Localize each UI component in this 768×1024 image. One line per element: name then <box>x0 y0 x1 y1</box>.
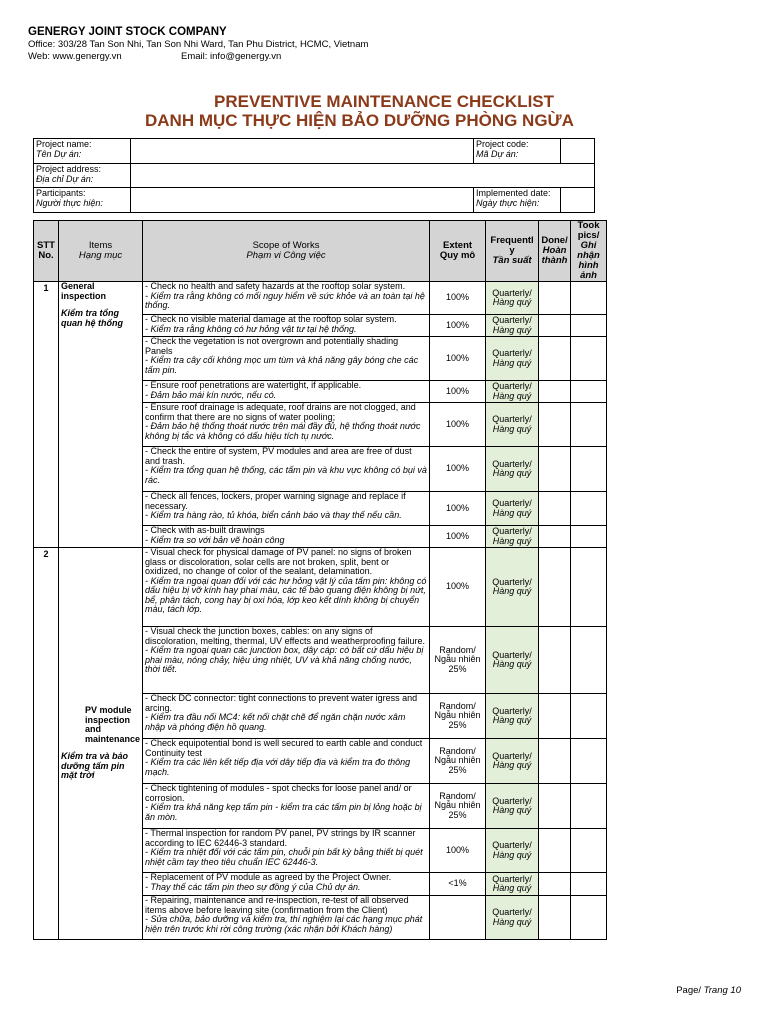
frequency-cell: Quarterly/ Hàng quý <box>486 447 539 492</box>
title-vietnamese: DANH MỤC THỰC HIỆN BẢO DƯỠNG PHÒNG NGỪA <box>145 111 574 130</box>
office-address: Office: 303/28 Tan Son Nhi, Tan Son Nhi Ward, Tan Phu District, HCMC, Vietnam <box>28 39 369 50</box>
extent-cell: 100% <box>430 829 486 873</box>
extent-cell: 100% <box>430 282 486 315</box>
pics-cell[interactable] <box>571 337 607 381</box>
extent-cell: 100% <box>430 337 486 381</box>
pics-cell[interactable] <box>571 526 607 548</box>
frequency-cell: Quarterly/ Hàng quý <box>486 337 539 381</box>
page-footer <box>676 985 741 996</box>
done-cell[interactable] <box>539 548 571 627</box>
frequency-cell: Quarterly/ Hàng quý <box>486 282 539 315</box>
extent-cell: 100% <box>430 548 486 627</box>
frequency-cell: Quarterly/ Hàng quý <box>486 526 539 548</box>
project-address-label: Project address: Địa chỉ Dự án: <box>34 164 131 188</box>
pics-cell[interactable] <box>571 447 607 492</box>
project-name-value <box>131 139 474 164</box>
done-cell[interactable] <box>539 337 571 381</box>
done-cell[interactable] <box>539 694 571 739</box>
frequency-cell: Quarterly/ Hàng quý <box>486 403 539 447</box>
scope-cell: - Check equipotential bond is well secured to earth cable and conduct Continuity test - Kiểm tra các liên kết tiếp địa với dây tiếp địa và kiểm tra đo thông mạch. <box>143 739 430 784</box>
scope-cell: - Check with as-built drawings - Kiểm tra so với bản vẽ hoàn công <box>143 526 430 548</box>
done-cell[interactable] <box>539 627 571 694</box>
done-cell[interactable] <box>539 896 571 940</box>
pics-cell[interactable] <box>571 873 607 896</box>
frequency-cell: Quarterly/ Hàng quý <box>486 627 539 694</box>
scope-cell: - Check no health and safety hazards at the rooftop solar system. - Kiểm tra rằng không có mối nguy hiểm về sức khỏe và an toàn tại hệ thống. <box>143 282 430 315</box>
extent-cell: Random/ Ngẫu nhiên 25% <box>430 784 486 829</box>
scope-cell: - Check the vegetation is not overgrown and potentially shading Panels - Kiểm tra cây cối không mọc um tùm và khả năng gây bóng che các tấm pin. <box>143 337 430 381</box>
frequency-cell: Quarterly/ Hàng quý <box>486 784 539 829</box>
frequency-cell: Quarterly/ Hàng quý <box>486 492 539 526</box>
done-cell[interactable] <box>539 381 571 403</box>
scope-cell: - Ensure roof penetrations are watertight, if applicable. - Đảm bảo mái kín nước, nếu có. <box>143 381 430 403</box>
col-stt: STT No. <box>34 221 59 282</box>
scope-cell: - Ensure roof drainage is adequate, roof drains are not clogged, and confirm that there are no signs of water pooling; - Đảm bảo hệ thống thoát nước trên mái đầy đủ, hệ thống thoát nước không bị tắc và không có dấu hiệu tích tụ nước. <box>143 403 430 447</box>
section-number: 1 <box>34 282 59 548</box>
project-code-label: Project code: Mã Dự án: <box>474 139 561 164</box>
company-name: GENERGY JOINT STOCK COMPANY <box>28 26 227 38</box>
pics-cell[interactable] <box>571 829 607 873</box>
extent-cell: 100% <box>430 492 486 526</box>
extent-cell: Random/ Ngẫu nhiên 25% <box>430 739 486 784</box>
pics-cell[interactable] <box>571 694 607 739</box>
page-number: Trang 10 <box>703 985 741 996</box>
col-frequency: Frequentl y Tần suất <box>486 221 539 282</box>
extent-cell <box>430 896 486 940</box>
pics-cell[interactable] <box>571 627 607 694</box>
done-cell[interactable] <box>539 526 571 548</box>
extent-cell: 100% <box>430 315 486 337</box>
pics-cell[interactable] <box>571 381 607 403</box>
done-cell[interactable] <box>539 403 571 447</box>
scope-cell: - Check DC connector: tight connections to prevent water igress and arcing. - Kiểm tra đầu nối MC4: kết nối chặt chẽ để ngăn chặn nước xâm nhập và phóng điện hồ quang. <box>143 694 430 739</box>
scope-cell: - Check no visible material damage at the rooftop solar system. - Kiểm tra rằng không có hư hỏng vật tư tại hệ thống. <box>143 315 430 337</box>
section-item: General inspection Kiểm tra tổng quan hệ thống <box>59 282 143 548</box>
frequency-cell: Quarterly/ Hàng quý <box>486 896 539 940</box>
table-header-row <box>34 221 607 282</box>
extent-cell: <1% <box>430 873 486 896</box>
project-info-table <box>33 138 595 213</box>
scope-cell: - Check all fences, lockers, proper warning signage and replace if necessary. - Kiểm tra hàng rào, tủ khóa, biển cảnh báo và thay thế nếu cần. <box>143 492 430 526</box>
frequency-cell: Quarterly/ Hàng quý <box>486 739 539 784</box>
scope-cell: - Check the entire of system, PV modules and area are free of dust and trash. - Kiểm tra tổng quan hệ thống, các tấm pin và khu vực không có bụi và rác. <box>143 447 430 492</box>
extent-cell: 100% <box>430 403 486 447</box>
section-item: PV module inspection and maintenance Kiểm tra và bảo dưỡng tấm pin mặt trời <box>59 548 143 940</box>
section-number: 2 <box>34 548 59 940</box>
frequency-cell: Quarterly/ Hàng quý <box>486 873 539 896</box>
project-code-value <box>561 139 595 164</box>
participants-label: Participants: Người thực hiện: <box>34 188 131 213</box>
implemented-date-value <box>561 188 595 213</box>
scope-cell: - Thermal inspection for random PV panel, PV strings by IR scanner according to IEC 62446-3 standard. - Kiểm tra nhiệt đối với các tấm pin, chuỗi pin bất kỳ bằng thiết bị quét nhiệt cầm tay theo tiêu chuẩn IEC 62446-3. <box>143 829 430 873</box>
col-items: Items Hạng mục <box>59 221 143 282</box>
contact-line <box>28 51 282 62</box>
col-pics: Took pics/ Ghi nhận hình ảnh <box>571 221 607 282</box>
pics-cell[interactable] <box>571 315 607 337</box>
col-extent: Extent Quy mô <box>430 221 486 282</box>
col-done: Done/ Hoàn thành <box>539 221 571 282</box>
email-text: Email: info@genergy.vn <box>181 51 282 62</box>
frequency-cell: Quarterly/ Hàng quý <box>486 829 539 873</box>
done-cell[interactable] <box>539 492 571 526</box>
pics-cell[interactable] <box>571 739 607 784</box>
scope-cell: - Repairing, maintenance and re-inspection, re-test of all observed items above before leaving site (confirmation from the Client) - Sửa chữa, bảo dưỡng và kiểm tra, thí nghiệm lại các hạng mục phát hiện trên trước khi rời công trường (xác nhận bởi Khách hàng) <box>143 896 430 940</box>
frequency-cell: Quarterly/ Hàng quý <box>486 381 539 403</box>
title-english: PREVENTIVE MAINTENANCE CHECKLIST <box>213 92 555 111</box>
pics-cell[interactable] <box>571 403 607 447</box>
project-name-label: Project name: Tên Dự án: <box>34 139 131 164</box>
done-cell[interactable] <box>539 873 571 896</box>
scope-cell: - Visual check for physical damage of PV panel: no signs of broken glass or discoloration, solar cells are not broken, split, bent or oxidized, no change of color of the sealant, delamination. - Kiểm tra ngoại quan đối với các hư hỏng vật lý của tấm pin: không có dấu hiệu bị vỡ kính hay phai màu, các tế bào quang điện không bị nứt, bể, phân tách, cong hay bị oxi hóa, lớp keo kết dính không bị chuyển màu, tách lớp. <box>143 548 430 627</box>
scope-cell: - Check tightening of modules - spot checks for loose panel and/ or corrosion. - Kiểm tra khả năng kẹp tấm pin - kiểm tra các tấm pin bị lỏng hoặc bị ăn mòn. <box>143 784 430 829</box>
pics-cell[interactable] <box>571 282 607 315</box>
done-cell[interactable] <box>539 282 571 315</box>
participants-value <box>131 188 474 213</box>
project-address-value <box>131 164 595 188</box>
extent-cell: 100% <box>430 526 486 548</box>
done-cell[interactable] <box>539 315 571 337</box>
pics-cell[interactable] <box>571 896 607 940</box>
extent-cell: 100% <box>430 447 486 492</box>
extent-cell: 100% <box>430 381 486 403</box>
pics-cell[interactable] <box>571 492 607 526</box>
done-cell[interactable] <box>539 829 571 873</box>
frequency-cell: Quarterly/ Hàng quý <box>486 694 539 739</box>
done-cell[interactable] <box>539 739 571 784</box>
done-cell[interactable] <box>539 784 571 829</box>
done-cell[interactable] <box>539 447 571 492</box>
pics-cell[interactable] <box>571 548 607 627</box>
pics-cell[interactable] <box>571 784 607 829</box>
col-scope: Scope of Works Phạm vi Công việc <box>143 221 430 282</box>
scope-cell: - Replacement of PV module as agreed by the Project Owner. - Thay thế các tấm pin theo sự đồng ý của Chủ dự án. <box>143 873 430 896</box>
table-row <box>34 282 607 315</box>
table-row <box>34 548 607 627</box>
checklist-table <box>33 220 607 940</box>
scope-cell: - Visual check the junction boxes, cables: on any signs of discoloration, melting, thermal, UV effects and weatherproofing failure. - Kiểm tra ngoại quan các junction box, dây cáp: có bất cứ dấu hiệu bị phai màu, nóng chảy, hiệu ứng nhiệt, UV và khả năng chống nước, thời tiết. <box>143 627 430 694</box>
extent-cell: Random/ Ngẫu nhiên 25% <box>430 627 486 694</box>
website-text: Web: www.genergy.vn <box>28 51 122 62</box>
implemented-date-label: Implemented date: Ngày thực hiện: <box>474 188 561 213</box>
frequency-cell: Quarterly/ Hàng quý <box>486 548 539 627</box>
page-label: Page/ <box>676 985 702 996</box>
extent-cell: Random/ Ngẫu nhiên 25% <box>430 694 486 739</box>
frequency-cell: Quarterly/ Hàng quý <box>486 315 539 337</box>
